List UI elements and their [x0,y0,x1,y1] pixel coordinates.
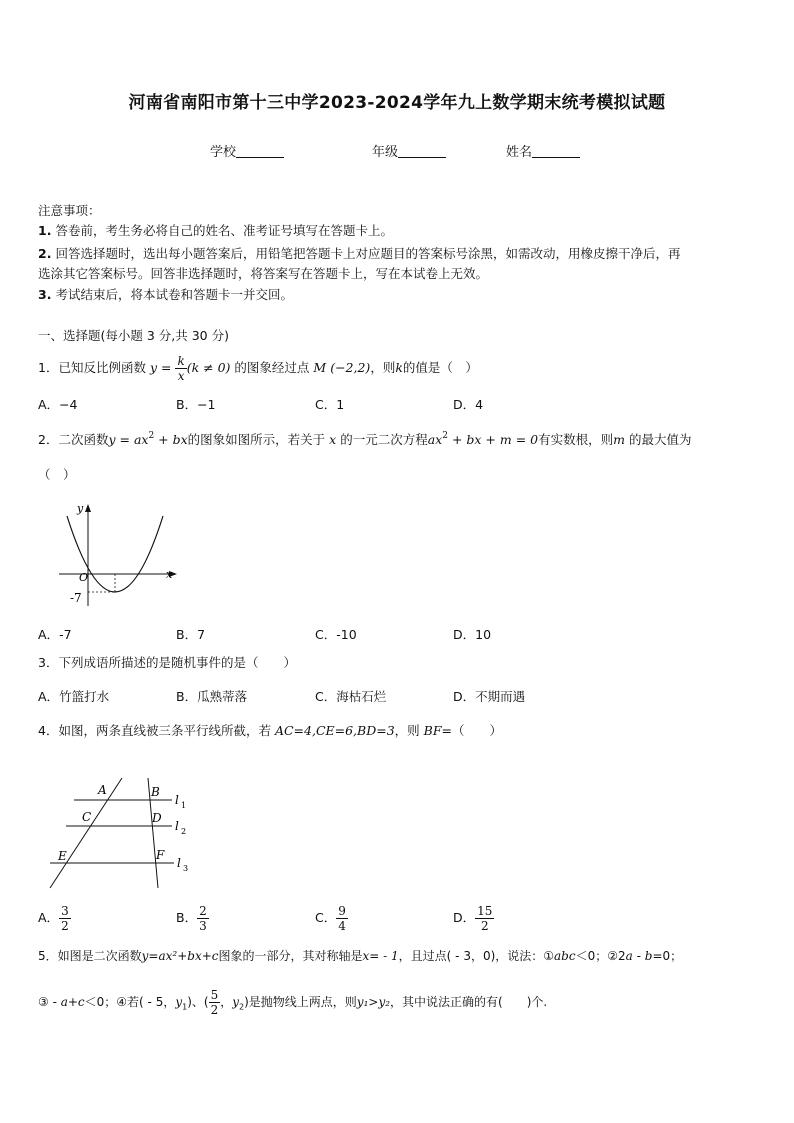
option-d[interactable]: D．10 [453,627,492,642]
question-number: 2． [38,432,59,447]
question-2-paren: （ ） [38,467,76,482]
notes-item-3: 3. 考试结束后，将本试卷和答题卡一并交回。 [38,287,293,302]
question-3: 3．下列成语所描述的是随机事件的是（ ） [38,655,296,670]
fraction: $\frac{3}{2}$ [61,904,69,933]
option-b[interactable]: B．7 [176,627,206,642]
name-label: 姓名 [506,145,533,160]
notes-heading: 注意事项： [38,203,101,218]
fraction: $\frac{5}{2}$ [210,988,219,1017]
transversal-ace [50,778,122,888]
option-b[interactable]: B．−1 [176,397,216,412]
question-2: 2．二次函数$y = ax^2$ + bx的图象如图所示，若关于 x 的一元二次方程$ax^2$ + bx + m = 0有实数根，则m 的最大值为 [38,431,692,447]
l1-label: l [175,793,179,807]
point-D-label: D [152,811,162,825]
grade-label: 年级 [372,145,399,160]
point-F-label: F [156,848,165,862]
point-C-label: C [82,810,92,824]
l2-label: l [175,819,179,833]
page-title: 河南省南阳市第十三中学2023-2024学年九上数学期末统考模拟试题 [128,93,666,113]
point-A-label: A [98,783,107,797]
grade-blank [398,144,446,158]
option-a[interactable]: A． $\frac{3}{2}$ [38,904,69,933]
school-blank [236,144,284,158]
option-b[interactable]: B． $\frac{2}{3}$ [176,904,207,933]
question-number: 1． [38,360,59,375]
min-value-label: -7 [70,591,82,605]
l2-subscript: 2 [181,827,187,836]
option-c[interactable]: C．海枯石烂 [315,689,387,704]
notes-item-1: 1. 答卷前，考生务必将自己的姓名、准考证号填写在答题卡上。 [38,223,393,238]
option-a[interactable]: A．-7 [38,627,72,642]
option-c[interactable]: C．-10 [315,627,357,642]
question-5: 5．如图是二次函数y=ax²+bx+c图象的一部分，其对称轴是x= - 1，且过点( - 3，0)，说法：①abc＜0；②2a - b=0； [38,949,683,963]
school-field [210,141,284,160]
l1-subscript: 1 [181,801,187,810]
fraction: $\frac{2}{3}$ [199,904,207,933]
name-blank [532,144,580,158]
l3-subscript: 3 [183,864,189,873]
school-label: 学校 [210,145,237,160]
question-number: 3． [38,655,59,670]
notes-item-2-cont: 选涂其它答案标号。回答非选择题时，将答案写在答题卡上，写在本试卷上无效。 [38,266,489,281]
point-E-label: E [58,849,67,863]
name-field [506,141,580,160]
section-heading: 一、选择题(每小题 3 分,共 30 分) [38,328,229,343]
option-c[interactable]: C．1 [315,397,345,412]
option-b[interactable]: B．瓜熟蒂落 [176,689,248,704]
option-d[interactable]: D． $\frac{15}{2}$ [453,904,493,933]
fraction: $\frac{9}{4}$ [338,904,346,933]
option-c[interactable]: C． $\frac{9}{4}$ [315,904,346,933]
point-B-label: B [151,785,160,799]
x-axis-label: x [166,568,173,581]
parabola-graph [55,498,185,610]
question-5-line-2: ③ - a+c＜0；④若( - 5，$y_1$)、( $\frac{5}{2}$ ，$y_2$)是抛物线上两点，则y₁>y₂，其中说法正确的有( )个. [38,988,548,1017]
option-a[interactable]: A．−4 [38,397,78,412]
option-d[interactable]: D．4 [453,397,484,412]
y-axis-label: y [77,502,84,515]
fraction: $\frac{15}{2}$ [477,904,493,933]
origin-label: O [79,571,89,584]
notes-item-2: 2. 回答选择题时，选出每小题答案后，用铅笔把答题卡上对应题目的答案标号涂黑，如需改动，用橡皮擦干净后，再 [38,246,681,261]
question-4: 4．如图，两条直线被三条平行线所截，若 AC=4,CE=6,BD=3，则 BF=（ ） [38,723,503,738]
fraction: $\frac{k}{x}$ [177,354,185,383]
option-a[interactable]: A．竹篮打水 [38,689,110,704]
grade-field [372,141,446,160]
option-d[interactable]: D．不期而遇 [453,689,526,704]
question-1: 1．已知反比例函数 y = $\frac{k}{x}$ (k ≠ 0) 的图象经过点 M (−2,2)，则k的值是（ ） [38,354,478,383]
parallel-lines-figure [44,776,200,892]
question-number: 4． [38,723,59,738]
l3-label: l [177,856,181,870]
y-axis-arrow [85,504,91,512]
question-number: 5． [38,949,58,963]
